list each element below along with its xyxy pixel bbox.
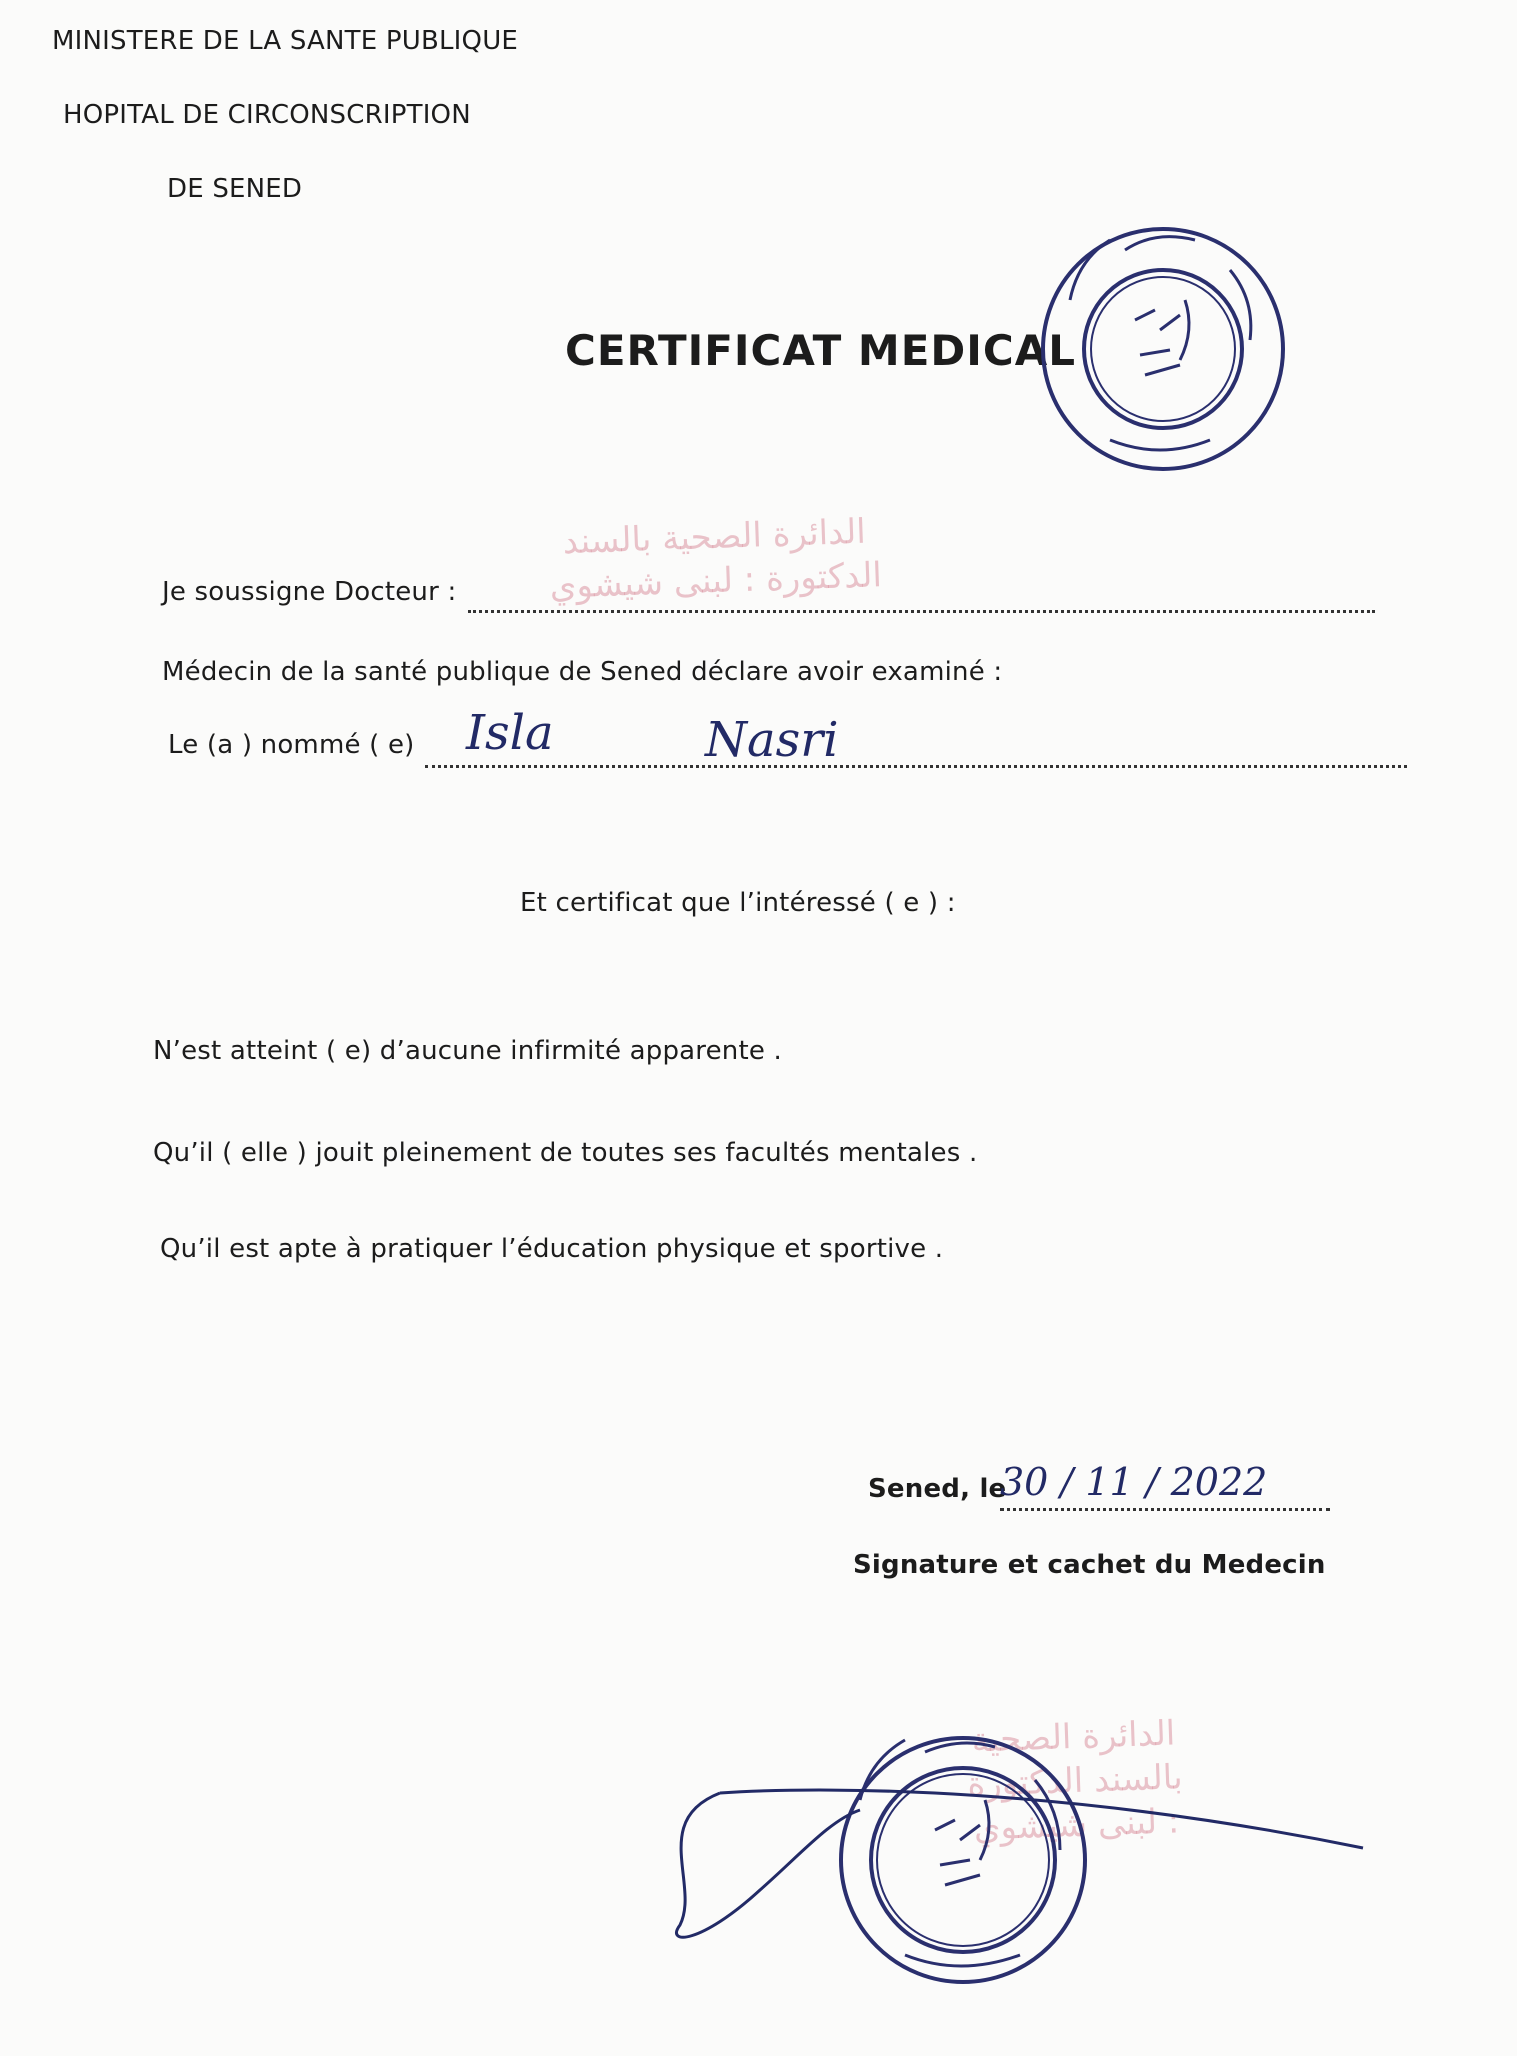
place-label: Sened, le <box>868 1474 1007 1504</box>
official-stamp-top <box>1043 229 1283 469</box>
faint-stamp-top-text: الدائرة الصحية بالسند الدكتورة : لبنى شيشوي <box>549 511 883 607</box>
declaration-text: Médecin de la santé publique de Sened déclare avoir examiné : <box>162 657 1003 687</box>
signature-label: Signature et cachet du Medecin <box>853 1550 1326 1580</box>
point-mental: Qu’il ( elle ) jouit pleinement de toutes ses facultés mentales . <box>153 1138 978 1168</box>
named-last-handwritten: Nasri <box>705 712 839 768</box>
named-first-handwritten: Isla <box>466 705 554 761</box>
named-label: Le (a ) nommé ( e) <box>168 730 415 760</box>
faint-stamp-bottom-text: الدائرة الصحية بالسند الدكتورة : لبنى شيشوي <box>966 1713 1184 1849</box>
date-handwritten: 30 / 11 / 2022 <box>1000 1460 1268 1504</box>
header-ministry: MINISTERE DE LA SANTE PUBLIQUE <box>52 26 519 56</box>
certify-text: Et certificat que l’intéressé ( e ) : <box>520 888 956 918</box>
doctor-signature <box>677 1790 1363 1937</box>
point-sport: Qu’il est apte à pratiquer l’éducation physique et sportive . <box>160 1234 944 1264</box>
header-hospital: HOPITAL DE CIRCONSCRIPTION <box>63 100 471 130</box>
official-stamp-bottom <box>841 1738 1085 1982</box>
point-infirmity: N’est atteint ( e) d’aucune infirmité apparente . <box>153 1036 783 1066</box>
page-title: CERTIFICAT MEDICAL <box>565 326 1076 375</box>
doctor-label: Je soussigne Docteur : <box>162 577 457 607</box>
header-city: DE SENED <box>167 174 303 204</box>
